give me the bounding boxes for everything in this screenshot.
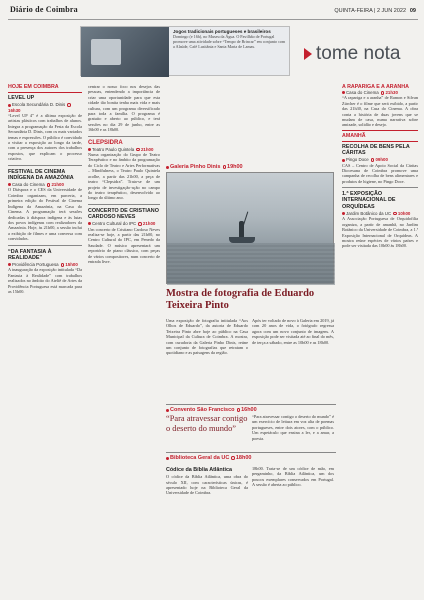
clock-icon [138,222,142,226]
codice-column-right [252,466,334,594]
clock-icon [47,183,51,187]
story-title: LEVEL UP [8,95,35,101]
clock-icon [136,148,140,152]
story-title: 1.ª EXPOSIÇÃO INTERNACIONAL DE ORQUÍDEAS [342,191,396,210]
pull-quote: “Para atravessar contigo o deserto do mundo” [166,414,248,433]
story-location: Teatro Paulo Quintela 21h00 [88,147,160,152]
story-title: A RAPARIGA E A ARANHA [342,84,409,90]
story-body: CAS – Centro de Apoio Social da Cáritas Diocesana de Coimbra promove uma campanha de recolha de bens alimentares e produtos de higiene, no Pingo Doce. [342,162,418,184]
story-body: A Associação Portuguesa de Orquidofilia organiza, a partir de amanhã, no Jardim Botânico da Universidade de Coimbra, a 1.ª Exposição Internacional de Orquídeas. A mostra reúne espécies de vários países e pode ser visitada das 10h00 às 18h00. [342,216,418,249]
biblioteca-label-row: Biblioteca Geral da UC 18h00 [166,452,336,461]
left-column [8,84,82,594]
location-pin-icon [342,159,345,162]
clock-icon [393,212,397,216]
main-headline: Mostra de fotografia de Eduardo Teixeira Pinto [166,288,315,311]
story-location: Escola Secundária D. Dinis 16h30 [8,102,82,113]
story-body: Um concerto de Cristiano Cardoso Neves realiza-se hoje, a partir das 21h00, no Centro Cultural do IPC, em Penedo da Saudade. O músico apresentará um reportório de piano clássico, com peças de vários compositores, num concerto de entrada livre. [88,226,160,264]
story-location: Pingo Doce 09h00 [342,157,418,162]
ad-title: Jogos tradicionais portugueses e brasileiros [173,29,271,34]
story-body: 18h00. Trata-se de um códice de mão, em pergaminho, da Bíblia Atlântica, um dos poucos exemplares conservados em Portugal. A sessão é aberta ao público. [252,466,334,488]
story-column-right [252,318,334,402]
location-pin-icon [342,212,345,215]
location-pin-icon [342,91,345,94]
story-body: “Level UP 4” é a última exposição de artistas plásticos com trabalhos de alunos. Integra a programação da Festa da Escola Secundária D. Dinis, com os mais variados temas e expressões. O público é convidado a visitar a exposição ao longo da tarde, com a presença dos autores dos trabalhos expostos, que explicam o processo criativo. [8,113,82,162]
section-heading: HOJE EM COIMBRA [8,84,59,90]
ad-banner [80,26,290,76]
story-body: centrar o nosso foco nos desejos das pessoas, entendendo a importância de criar uma oportunidade para que esta cidade tão bonita tenha mais vida e mais cultura, com um programa diversificado para toda a família. O programa é gratuito e aberto ao público, e terá sessões no dia 29 de junho, entre as 16h00 e as 18h00. [88,84,160,133]
location-pin-icon [166,457,169,460]
convento-label-row: Convento São Francisco 16h00 [166,404,336,412]
codice-column-left [166,466,248,594]
story-location: Jardim Botânico da UC 10h00 [342,211,418,216]
issue-date: QUINTA-FEIRA | 2 JUN 2022 [334,8,406,14]
clock-icon [231,456,235,460]
location-pin-icon [8,183,11,186]
story-body: Após ter voltado de novo à Galeria em 2019, já com 20 anos de vida, o fotógrafo regressa agora com um novo conjunto de imagens. A exposição pode ser visitada até ao final do mês, de terça a sábado, entre as 10h00 e as 18h00. [252,318,334,345]
clock-icon [67,103,71,107]
page-number: 09 [409,8,416,14]
story-body: O Diáspora e o CES da Universidade de Coimbra organizam, em parceria, a primeira edição do Festival de Cinema Indígena da Amazónia, na Casa do Cinema. A programação terá sessões dedicadas à diáspora indígena e às lutas dos povos indígenas com realizadores da Amazónia. Hoje, às 21h00, a sessão inclui a exibição de filmes e uma conversa com convidados. [8,187,82,242]
story-body: Uma exposição de fotografia intitulada “Aos Olhos de Eduardo”, da autoria de Eduardo Teixeira Pinto abre hoje ao público na Casa Municipal da Cultura de Coimbra. A mostra, com curadoria da Galeria Pinho Dinis, reúne um conjunto de fotografias que retratam o quotidiano e as paisagens da região. [166,318,248,356]
story-column-left [166,318,248,402]
story-body: A inauguração da exposição intitulada “Da Fantasia à Realidade” com trabalhos realizados no âmbito do Ateliê de Artes da Providência Portuguesa está marcada para as 15h00. [8,267,82,294]
location-pin-icon [166,166,169,169]
story-title: FESTIVAL DE CINEMA INDÍGENA DA AMAZÓNIA [8,168,74,181]
clock-icon [237,408,241,412]
convento-body-block [252,414,334,448]
location-pin-icon [166,409,169,412]
ad-text-block [173,29,287,49]
section-banner-title: tome nota [316,43,401,64]
location-pin-icon [88,222,91,225]
newspaper-logo: Diário de Coimbra [10,5,78,14]
clock-icon [381,91,385,95]
masthead [8,6,418,20]
story-title: CLEPSIDRA [88,139,123,146]
right-column [342,84,418,594]
story-location: Providência Portuguesa 15h00 [8,262,82,267]
clock-icon [371,158,375,162]
story-title: Códice da Bíblia Atlântica [166,467,232,473]
second-column [88,84,160,594]
main-headline-block [166,288,336,316]
story-location: Casa do Cinema 21h00 [8,182,82,187]
story-location: Casa do Cinema 21h30 [342,90,418,95]
triangle-icon [304,48,312,60]
location-pin-icon [8,263,11,266]
ad-image [81,27,169,77]
story-photo [166,172,334,284]
story-body: Numa organização do Grupo de Teatro Terapêutico e no âmbito da programação do Ciclo de Teatro e Artes Performativas – Mindfulness, o Teatro Paulo Quintela acolhe, a partir das 21h00, a peça de teatro “Clepsidra”. Trata-se de um projeto de investigação-ação no campo do teatro terapêutico, desenvolvido ao longo do último ano. [88,152,160,201]
clock-icon [61,263,65,267]
ad-body: Domingo (e 16h), no Museu da Água. O Pavilhão de Portugal promove uma atividade sobre “Tempo de Brincar” em conjunto com a Alaúde, Café Lusitânia e Santa Maria de Lamas. [173,34,286,49]
section-banner [304,40,420,74]
section-heading: AMANHÃ [342,132,366,139]
story-body: O códice da Bíblia Atlântica, uma obra do século XII, com características únicas, é apresentado hoje na Biblioteca Geral da Universidade de Coimbra. [166,474,248,496]
story-location: Centro Cultural do IPC 21h00 [88,221,160,226]
story-body: “A rapariga e a aranha” de Ramon e Silvan Zürcher é o filme que será exibido, a partir das 21h30, na Casa do Cinema. A obra conta a história de duas jovens que se mudam de casa, numa narrativa sobre amizade, solidão e desejo. [342,95,418,128]
location-pin-icon [88,148,91,151]
pull-quote-block [166,414,248,434]
location-pin-icon [8,104,11,107]
story-title: “DA FANTASIA À REALIDADE” [8,248,52,261]
story-title: RECOLHA DE BENS PELA CÁRITAS [342,143,410,157]
clock-icon [223,165,227,169]
galeria-label-row: Galeria Pinho Dinis 19h00 [166,164,336,172]
story-body: “Para atravessar contigo o deserto do mundo” é um exercício de leitura em voz alta de poemas portugueses, entre dois atores, com o público. Um espetáculo que ensina a ler, e a amar, a poesia. [252,414,334,441]
story-title: CONCERTO DE CRISTIANO CARDOSO NEVES [88,207,159,220]
